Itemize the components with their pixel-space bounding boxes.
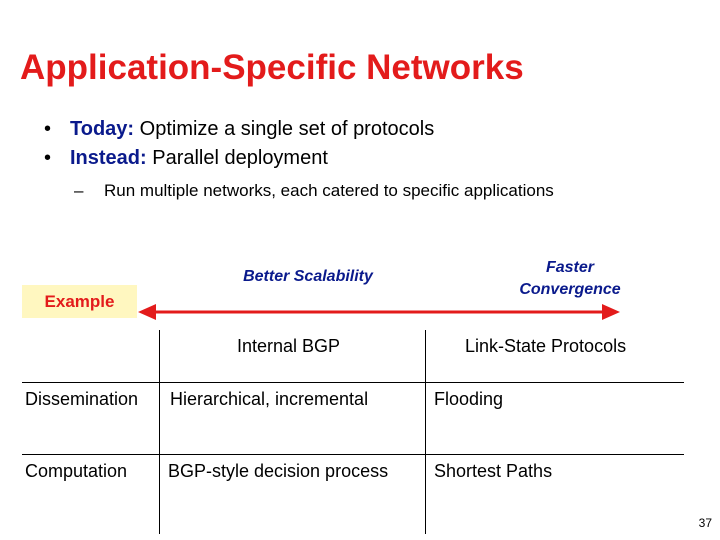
- bullet-dot-icon: •: [44, 118, 52, 140]
- arrow-right-head-icon: [602, 304, 620, 320]
- table-cell: Hierarchical, incremental: [170, 389, 369, 409]
- table-cell: BGP-style decision process: [168, 461, 389, 481]
- column-header-internal-bgp: Internal BGP: [237, 336, 341, 356]
- dash-icon: –: [74, 181, 84, 200]
- faster-convergence-line2: Convergence: [519, 281, 621, 298]
- table-cell: Shortest Paths: [434, 461, 553, 481]
- example-badge: Example: [22, 285, 137, 318]
- row-header-computation: Computation: [25, 461, 128, 481]
- table-divider-horizontal: [22, 382, 684, 383]
- table-cell: Flooding: [434, 389, 504, 409]
- better-scalability-label: Better Scalability: [243, 268, 373, 285]
- bullet-dot-icon: •: [44, 147, 52, 169]
- page-number: 37: [698, 516, 712, 530]
- row-header-dissemination: Dissemination: [25, 389, 139, 409]
- bullet-key: Today:: [70, 118, 135, 140]
- table-divider-vertical: [425, 330, 426, 534]
- table-divider-horizontal: [22, 454, 684, 455]
- faster-convergence-line1: Faster: [545, 259, 595, 276]
- bullet-key: Instead:: [70, 147, 147, 169]
- table-divider-vertical: [159, 330, 160, 534]
- bullet-text: Parallel deployment: [146, 147, 328, 169]
- sub-bullet-text: Run multiple networks, each catered to specific applications: [104, 181, 554, 200]
- column-header-link-state: Link-State Protocols: [465, 336, 627, 356]
- slide-title: Application-Specific Networks: [20, 48, 524, 87]
- arrow-left-head-icon: [138, 304, 156, 320]
- bullet-text: Optimize a single set of protocols: [134, 118, 435, 140]
